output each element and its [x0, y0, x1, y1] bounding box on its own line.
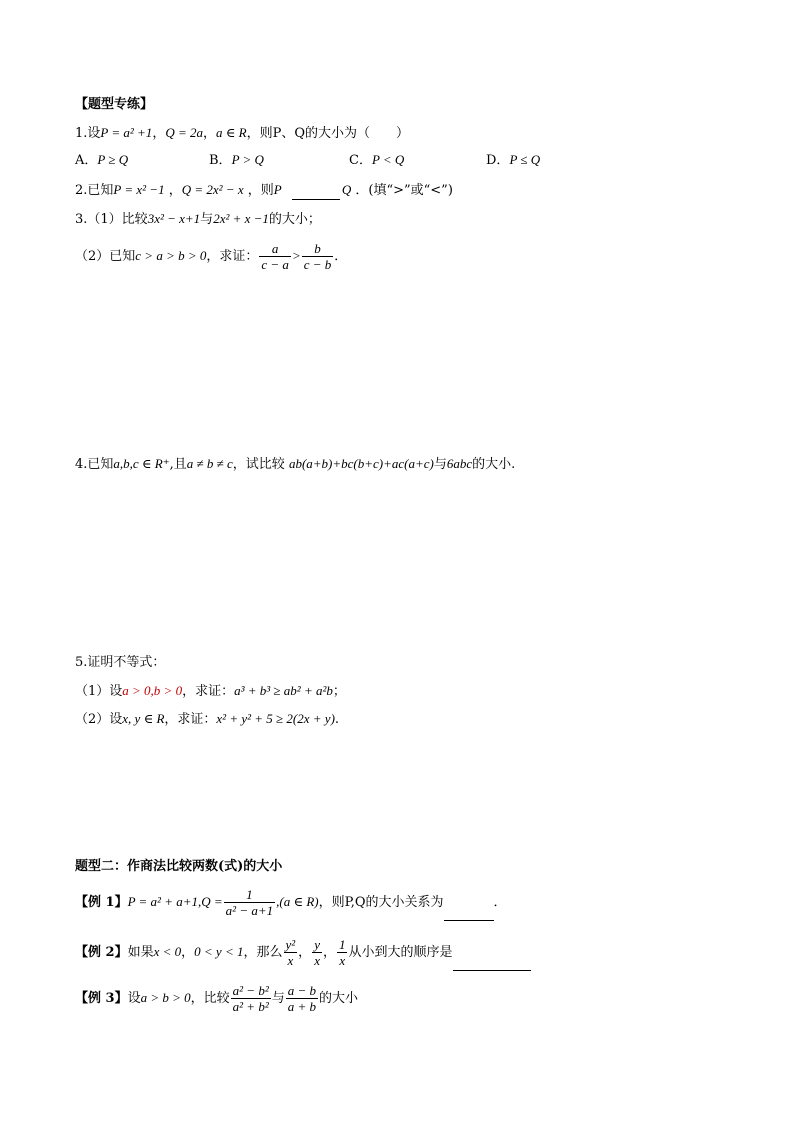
question-1: 1.设P = a² +1，Q = 2a，a ∈ R，则P、Q的大小为（ ） [75, 125, 409, 141]
q1-option-d[interactable]: D．P ≤ Q [486, 152, 541, 168]
ex3-fraction-2: $\frac{a - b}{a + b}$ [287, 983, 317, 1014]
q1-q-definition: Q = 2a [165, 125, 203, 140]
q1-option-b[interactable]: B．P > Q [209, 152, 264, 168]
q2-q-definition: Q = 2x² − x [181, 182, 244, 197]
q5-condition-highlight: a > 0,b > 0 [122, 683, 183, 698]
question-5-part-2: （2）设x, y ∈ R，求证：x² + y² + 5 ≥ 2(2x + y). [75, 711, 340, 727]
ex1-answer-blank[interactable] [444, 906, 494, 921]
ex2-fraction-3: $\frac{1}{x}$ [338, 937, 346, 968]
example-1: 【例 1】P = a² + a+1,Q = $\frac{1}{\text{a² − a+1}}$ ,(a ∈ R)，则P,Q的大小关系为 ． [75, 884, 507, 921]
question-5-title: 5.证明不等式： [75, 655, 166, 670]
example-2: 【例 2】如果x < 0，0 < y < 1，那么 $\frac{\text{y²}}{x}$ ， $\frac{y}{x}$ ， $\frac{1}{x}$ 从小到大的顺序是 [75, 934, 531, 971]
q1-p-definition: P = a² +1 [100, 125, 153, 140]
q3-fraction-right: $\frac{b}{c - b}$ [303, 241, 332, 272]
ex2-fraction-1: $\frac{\text{y²}}{x}$ [285, 937, 296, 968]
q1-condition: a ∈ R [216, 125, 247, 140]
q2-p-definition: P = x² −1 [113, 182, 165, 197]
q1-option-a[interactable]: A．P ≥ Q [75, 152, 129, 168]
q3-fraction-left: $\frac{a}{c - a}$ [261, 241, 289, 272]
ex2-answer-blank[interactable] [453, 956, 531, 971]
question-4: 4.已知a,b,c ∈ R⁺,且a ≠ b ≠ c，试比较 ab(a+b)+bc(b+c)+ac(a+c)与6abc的大小. [75, 456, 516, 472]
q1-options [75, 151, 715, 169]
section-title: 【题型专练】 [75, 97, 154, 112]
ex1-fraction: $\frac{1}{\text{a² − a+1}}$ [225, 887, 274, 918]
q2-answer-blank[interactable] [292, 185, 340, 200]
question-5-part-1: （1）设a > 0,b > 0，求证：a³ + b³ ≥ ab² + a²b； [75, 683, 346, 699]
question-3-part-2: （2）已知c > a > b > 0，求证： $\frac{a}{c - a}$ > $\frac{b}{c - b}$ ． [75, 241, 348, 272]
ex2-fraction-2: $\frac{y}{x}$ [314, 937, 320, 968]
question-2: 2.已知P = x² −1 ，Q = 2x² − x ，则P Q ．(填“>”或“<”) [75, 182, 453, 198]
type-2-title: 题型二：作商法比较两数(式)的大小 [75, 859, 283, 874]
ex3-fraction-1: $\frac{\text{a² − b²}}{\text{a² + b²}}$ [232, 983, 269, 1014]
question-3-part-1: 3.（1）比较3x² − x+1与2x² + x −1的大小； [75, 211, 321, 227]
example-3: 【例 3】设a > b > 0，比较 $\frac{\text{a² − b²}}{\text{a² + b²}}$ 与 $\frac{a - b}{a + b}$ 的大小 [75, 983, 359, 1014]
q1-option-c[interactable]: C．P < Q [349, 152, 405, 168]
